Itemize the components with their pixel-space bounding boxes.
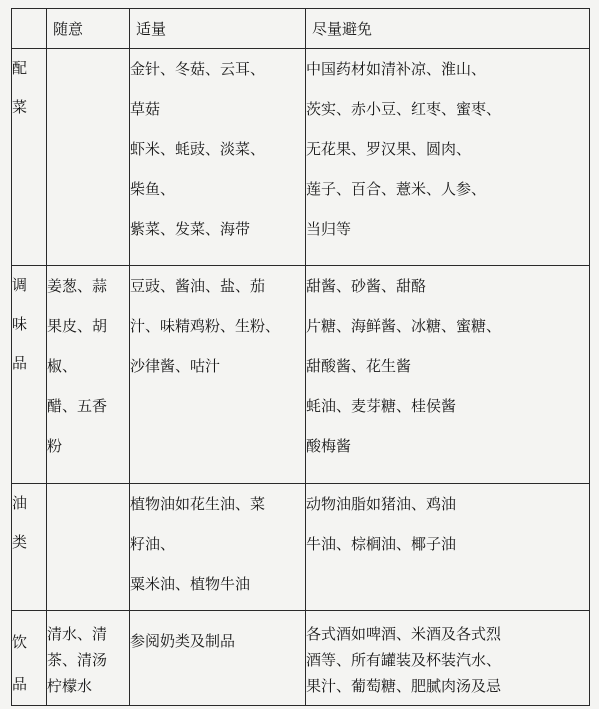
cell-line: 片糖、海鲜酱、冰糖、蜜糖、	[306, 317, 502, 335]
header-suiyi: 随意	[47, 9, 130, 49]
jinliang-cell	[306, 266, 590, 484]
cell-line: 参阅奶类及制品	[130, 632, 236, 650]
suiyi-cell	[47, 611, 130, 706]
table-row-condiments	[12, 266, 590, 484]
shiliang-cell	[130, 266, 306, 484]
suiyi-cell	[47, 266, 130, 484]
cell-line: 汁、味精鸡粉、生粉、	[130, 317, 281, 335]
cell-line: 甜酱、砂酱、甜酪	[306, 277, 427, 295]
header-category-cell	[12, 9, 47, 49]
cell-line: 醋、五香	[47, 397, 108, 415]
cell-line: 豆豉、酱油、盐、茄	[130, 277, 266, 295]
shiliang-cell	[130, 49, 306, 266]
category-char: 油	[12, 494, 28, 512]
cell-line: 清水、清	[47, 625, 108, 643]
suiyi-cell	[47, 49, 130, 266]
cell-line: 蚝油、麦芽糖、桂侯酱	[306, 397, 457, 415]
cell-line: 姜葱、蒜	[47, 277, 108, 295]
jinliang-cell	[306, 484, 590, 611]
category-char: 味	[12, 315, 28, 333]
cell-line: 莲子、百合、薏米、人参、	[306, 180, 487, 198]
category-char: 调	[12, 276, 28, 294]
cell-line: 沙律酱、咕汁	[130, 357, 221, 375]
cell-line: 粟米油、植物牛油	[130, 575, 251, 593]
cell-line: 牛油、棕榈油、椰子油	[306, 535, 457, 553]
table-row-side-dishes	[12, 49, 590, 266]
table-header-row	[12, 9, 590, 49]
cell-line: 虾米、蚝豉、淡菜、	[130, 140, 266, 158]
cell-line: 籽油、	[130, 535, 176, 553]
category-char: 品	[12, 675, 28, 693]
cell-line: 粉	[47, 437, 63, 455]
cell-line: 中国药材如清补凉、淮山、	[306, 60, 487, 78]
shiliang-cell	[130, 611, 306, 706]
header-jinliang: 尽量避免	[306, 9, 590, 49]
cell-line: 无花果、罗汉果、圆肉、	[306, 140, 472, 158]
suiyi-cell	[47, 484, 130, 611]
category-char: 类	[12, 533, 28, 551]
cell-line: 柴鱼、	[130, 180, 176, 198]
cell-line: 植物油如花生油、菜	[130, 495, 266, 513]
cell-line: 甜酸酱、花生酱	[306, 357, 412, 375]
category-cell	[12, 266, 47, 484]
cell-line: 当归等	[306, 220, 352, 238]
category-cell	[12, 611, 47, 706]
jinliang-cell	[306, 49, 590, 266]
cell-line: 柠檬水	[47, 677, 93, 695]
cell-line: 酒等、所有罐装及杯装汽水、	[306, 651, 502, 669]
cell-line: 果皮、胡	[47, 317, 108, 335]
diet-guide-table	[11, 8, 590, 706]
table-row-drinks	[12, 611, 590, 706]
header-shiliang: 适量	[130, 9, 306, 49]
cell-line: 动物油脂如猪油、鸡油	[306, 495, 457, 513]
cell-line: 草菇	[130, 100, 161, 118]
category-char: 品	[12, 354, 28, 372]
category-cell	[12, 484, 47, 611]
jinliang-cell	[306, 611, 590, 706]
category-char: 菜	[12, 98, 28, 116]
cell-line: 金针、冬菇、云耳、	[130, 60, 266, 78]
category-cell	[12, 49, 47, 266]
cell-line: 茨实、赤小豆、红枣、蜜枣、	[306, 100, 502, 118]
cell-line: 果汁、葡萄糖、肥腻肉汤及忌	[306, 677, 502, 695]
category-char: 饮	[12, 633, 28, 651]
cell-line: 各式酒如啤酒、米酒及各式烈	[306, 625, 502, 643]
category-char: 配	[12, 59, 28, 77]
cell-line: 椒、	[47, 357, 78, 375]
cell-line: 茶、清汤	[47, 651, 108, 669]
cell-line: 酸梅酱	[306, 437, 352, 455]
cell-line: 紫菜、发菜、海带	[130, 220, 251, 238]
table-row-oils	[12, 484, 590, 611]
shiliang-cell	[130, 484, 306, 611]
